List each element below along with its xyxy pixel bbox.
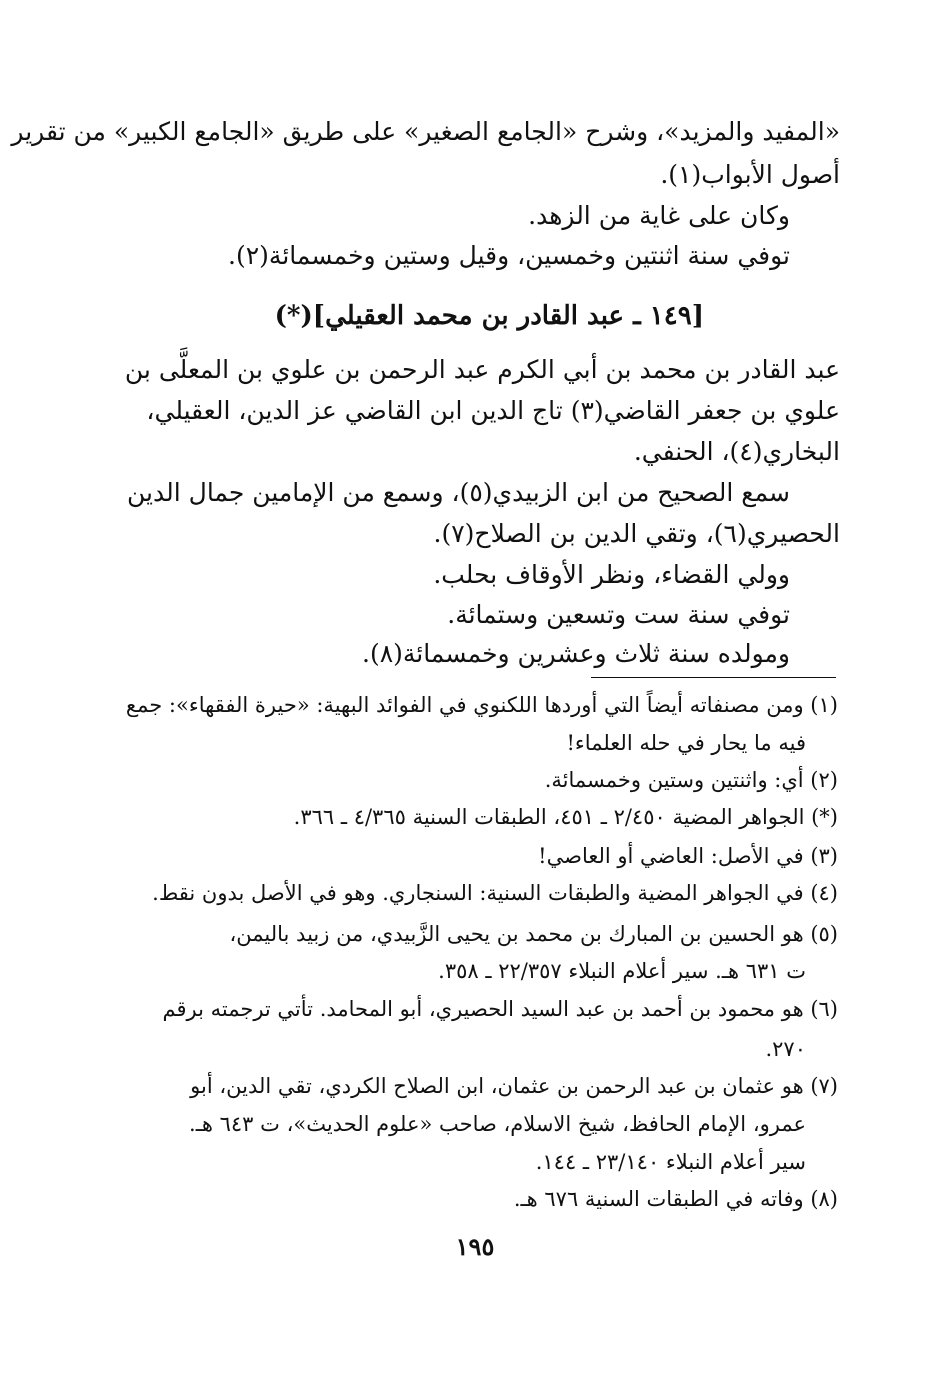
body-line: أصول الأبواب(١). [660,160,840,189]
body-line: علوي بن جعفر القاضي(٣) تاج الدين ابن القاضي عز الدين، العقيلي، [146,396,840,425]
body-line: وكان على غاية من الزهد. [528,201,790,230]
footnote-line: (٦) هو محمود بن أحمد بن عبد السيد الحصيري، أبو المحامد. تأتي ترجمته برقم [162,997,838,1021]
footnote-line: (٣) في الأصل: العاضي أو العاصي! [538,844,838,868]
body-line: ومولده سنة ثلاث وعشرين وخمسمائة(٨). [362,639,790,668]
footnote-line: (٨) وفاته في الطبقات السنية ٦٧٦ هـ. [513,1187,838,1211]
body-line: البخاري(٤)، الحنفي. [633,437,840,466]
body-line: سمع الصحيح من ابن الزبيدي(٥)، وسمع من الإمامين جمال الدين [127,478,790,507]
entry-heading: [١٤٩ ـ عبد القادر بن محمد العقيلي](*) [274,301,704,331]
footnote-line: (٤) في الجواهر المضية والطبقات السنية: السنجاري. وهو في الأصل بدون نقط. [152,881,838,905]
page-number: ١٩٥ [455,1232,495,1261]
footnote-line: (٥) هو الحسين بن المبارك بن محمد بن يحيى الزَّبيدي، من زبيد باليمن، [229,922,838,946]
body-line: توفي سنة ست وتسعين وستمائة. [447,600,790,629]
body-line: وولي القضاء، ونظر الأوقاف بحلب. [433,560,790,589]
footnote-line: فيه ما يحار في حله العلماء! [566,731,806,755]
body-line: «المفيد والمزيد»، وشرح «الجامع الصغير» على طريق «الجامع الكبير» من تقرير [11,117,840,146]
footnote-line: (١) ومن مصنفاته أيضاً التي أوردها اللكنوي في الفوائد البهية: «حيرة الفقهاء»: جمع [125,693,838,717]
footnote-line: (٢) أي: واثنتين وستين وخمسمائة. [544,768,838,792]
footnote-line: ت ٦٣١ هـ. سير أعلام النبلاء ٢٢/٣٥٧ ـ ٣٥٨. [438,959,806,983]
footnote-line: (*) الجواهر المضية ٢/٤٥٠ ـ ٤٥١، الطبقات السنية ٤/٣٦٥ ـ ٣٦٦. [293,805,838,829]
footnote-line: (٧) هو عثمان بن عبد الرحمن بن عثمان، ابن الصلاح الكردي، تقي الدين، أبو [190,1074,838,1098]
footnote-line: ٢٧٠. [765,1037,806,1061]
footnote-line: عمرو، الإمام الحافظ، شيخ الاسلام، صاحب «علوم الحديث»، ت ٦٤٣ هـ. [189,1112,806,1136]
body-line: عبد القادر بن محمد بن أبي الكرم عبد الرحمن بن علوي بن المعلَّى بن [124,355,840,384]
footnote-separator [591,677,836,678]
body-line: الحصيري(٦)، وتقي الدين بن الصلاح(٧). [433,519,840,548]
body-line: توفي سنة اثنتين وخمسين، وقيل وستين وخمسمائة(٢). [228,241,790,270]
footnote-line: سير أعلام النبلاء ٢٣/١٤٠ ـ ١٤٤. [535,1150,806,1174]
